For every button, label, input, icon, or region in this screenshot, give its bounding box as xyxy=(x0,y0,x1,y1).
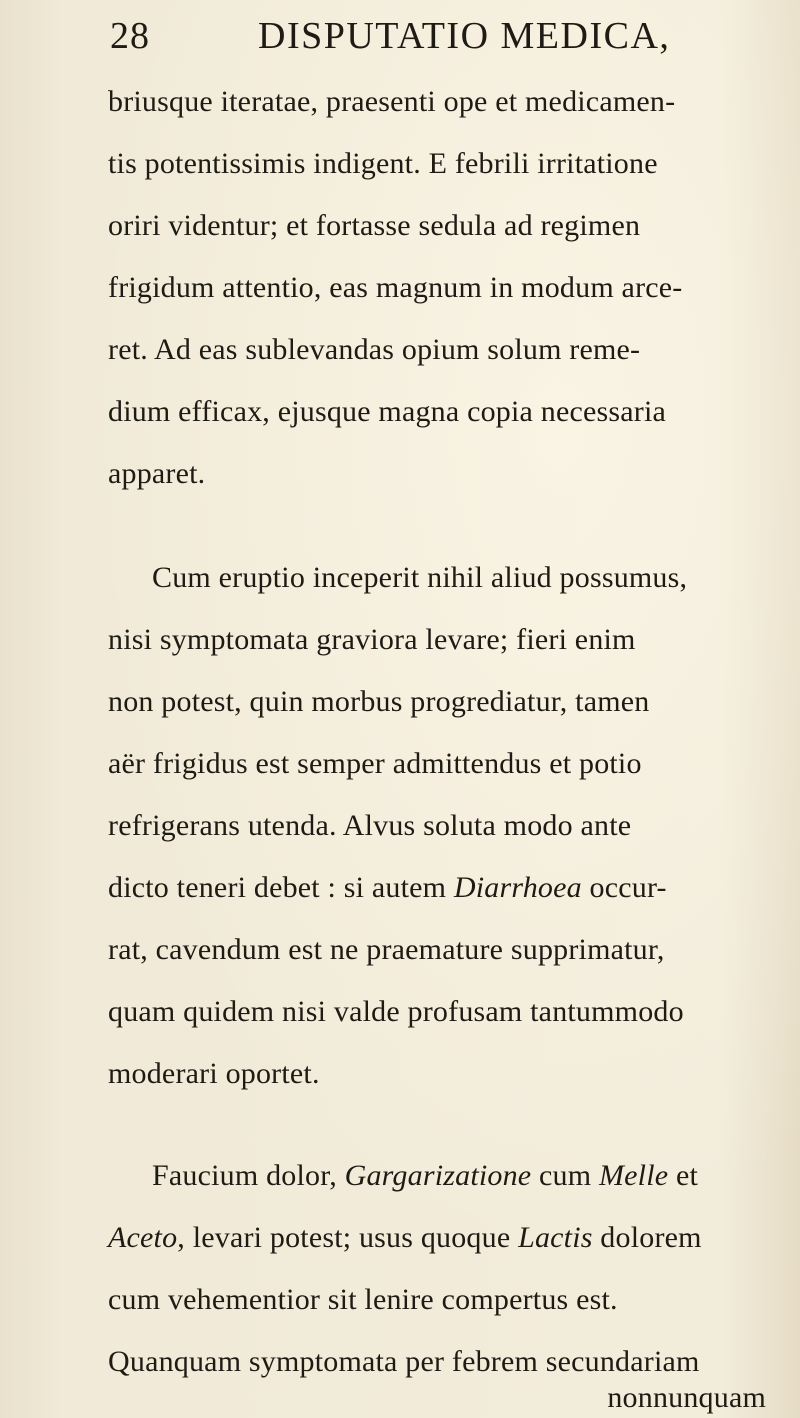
text-run: dolorem xyxy=(592,1221,702,1254)
text-line: rat, cavendum est ne praemature supprimatur, xyxy=(108,933,665,966)
text-line: Cum eruptio inceperit nihil aliud possumus, xyxy=(152,561,688,594)
text-line: refrigerans utenda. Alvus soluta modo ante xyxy=(108,809,632,842)
italic-term: Melle xyxy=(598,1159,669,1192)
text-line: cum vehementior sit lenire compertus est. xyxy=(108,1283,618,1316)
text-line: oriri videntur; et fortasse sedula ad regimen xyxy=(108,209,641,242)
text-run: , levari potest; usus quoque xyxy=(177,1221,519,1254)
page-number: 28 xyxy=(110,15,150,57)
text-line: Quanquam symptomata per febrem secundariam xyxy=(108,1345,700,1378)
text-run: cum xyxy=(531,1159,599,1192)
text-line: aër frigidus est semper admittendus et potio xyxy=(108,747,642,780)
text-line: moderari oportet. xyxy=(108,1057,320,1090)
text-line: quam quidem nisi valde profusam tantummodo xyxy=(108,995,684,1028)
text-run: dicto teneri debet : si autem xyxy=(108,871,454,904)
text-run: Faucium dolor, xyxy=(152,1159,345,1192)
text-line xyxy=(108,870,667,906)
catchword: nonnunquam xyxy=(607,1381,766,1414)
italic-term: Aceto xyxy=(108,1221,178,1254)
text-line: nisi symptomata graviora levare; fieri enim xyxy=(108,623,636,656)
text-line: ret. Ad eas sublevandas opium solum reme- xyxy=(108,333,641,366)
text-line: dium efficax, ejusque magna copia necessaria xyxy=(108,395,667,428)
text-line xyxy=(108,1220,702,1256)
text-line: frigidum attentio, eas magnum in modum arce- xyxy=(108,271,683,304)
text-line: briusque iteratae, praesenti ope et medicamen- xyxy=(108,85,676,118)
italic-term: Lactis xyxy=(518,1221,593,1254)
text-line: tis potentissimis indigent. E febrili irritatione xyxy=(108,147,658,180)
text-line xyxy=(152,1158,698,1194)
text-run: et xyxy=(668,1159,699,1192)
text-line: non potest, quin morbus progrediatur, tamen xyxy=(108,685,650,718)
page-header xyxy=(110,14,671,64)
text-run: occur- xyxy=(581,871,667,904)
text-line: apparet. xyxy=(108,457,206,490)
italic-term: Gargarizatione xyxy=(344,1159,532,1192)
italic-term: Diarrhoea xyxy=(453,871,582,904)
running-title: DISPUTATIO MEDICA, xyxy=(258,15,671,57)
